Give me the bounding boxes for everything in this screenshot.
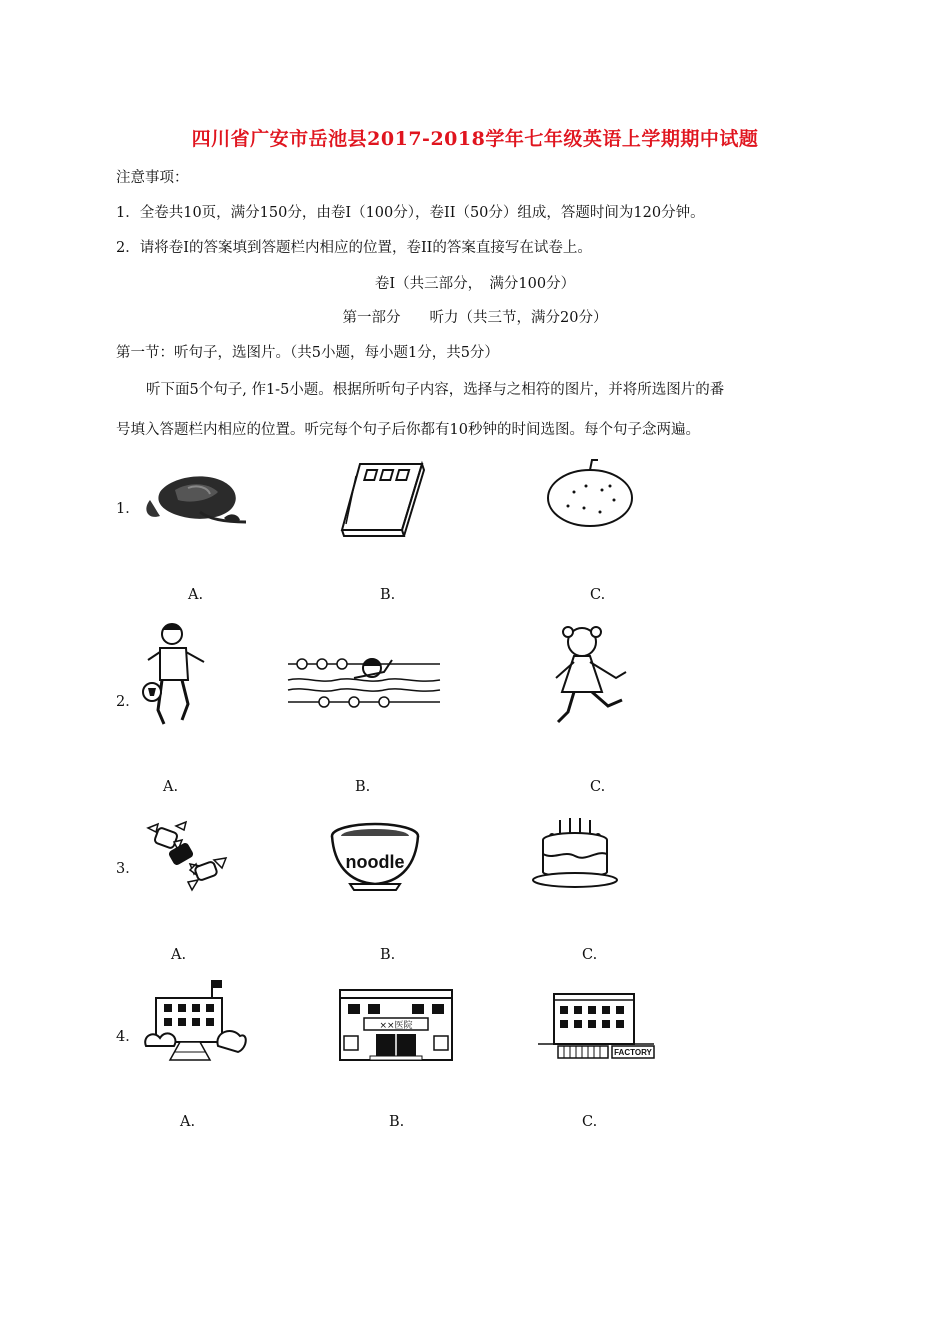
notes-heading: 注意事项： <box>116 170 189 186</box>
option-label: A. <box>163 779 179 795</box>
part-heading: 第一部分 听力（共三节，满分20分） <box>342 310 608 326</box>
school-icon <box>140 976 250 1064</box>
candies-icon <box>140 818 230 894</box>
section-heading: 第一节：听句子，选图片。（共5小题，每小题1分，共5分） <box>116 345 499 361</box>
volume-heading: 卷I（共三部分， 满分100分） <box>374 276 576 292</box>
question-number: 3． <box>116 861 140 877</box>
hospital-sign-text: ××医院 <box>379 1021 413 1031</box>
question-number: 4． <box>116 1029 140 1045</box>
bowl-text: noodle <box>345 852 405 872</box>
birthday-cake-icon <box>530 814 620 890</box>
question-number: 2． <box>116 694 140 710</box>
option-label: A. <box>180 1114 196 1130</box>
orange-icon <box>544 456 636 528</box>
page-title: 四川省广安市岳池县2017-2018学年七年级英语上学期期中试题 <box>191 128 759 150</box>
hospital-icon <box>336 982 456 1062</box>
option-label: B. <box>380 587 396 603</box>
swimmer-icon <box>284 650 444 714</box>
instruction-line-2: 号填入答题栏内相应的位置。听完每个句子后你都有10秒钟的时间选图。每个句子念两遍。 <box>116 422 700 438</box>
option-label: A. <box>188 587 204 603</box>
option-label: C. <box>582 1114 598 1130</box>
instruction-line-1: 听下面5个句子, 作1-5小题。根据所听句子内容，选择与之相符的图片，并将所选图片的番 <box>146 382 725 398</box>
girl-running-icon <box>546 622 636 730</box>
option-label: C. <box>582 947 598 963</box>
option-label: C. <box>590 779 606 795</box>
factory-sign-text: FACTORY <box>614 1048 652 1057</box>
option-label: A. <box>171 947 187 963</box>
option-label: B. <box>380 947 396 963</box>
option-label: B. <box>389 1114 405 1130</box>
option-label: C. <box>590 587 606 603</box>
boy-soccer-icon <box>138 620 210 732</box>
question-number: 1． <box>116 501 140 517</box>
note-2: 2．请将卷I的答案填到答题栏内相应的位置，卷II的答案直接写在试卷上。 <box>116 240 592 256</box>
noodle-bowl-icon <box>328 820 422 892</box>
notebook-icon <box>340 460 425 538</box>
option-label: B. <box>355 779 371 795</box>
factory-icon <box>534 988 658 1066</box>
note-1: 1．全卷共10页，满分150分，由卷I（100分），卷II（50分）组成，答题时间为120分钟。 <box>116 205 705 221</box>
rose-icon <box>140 470 250 530</box>
